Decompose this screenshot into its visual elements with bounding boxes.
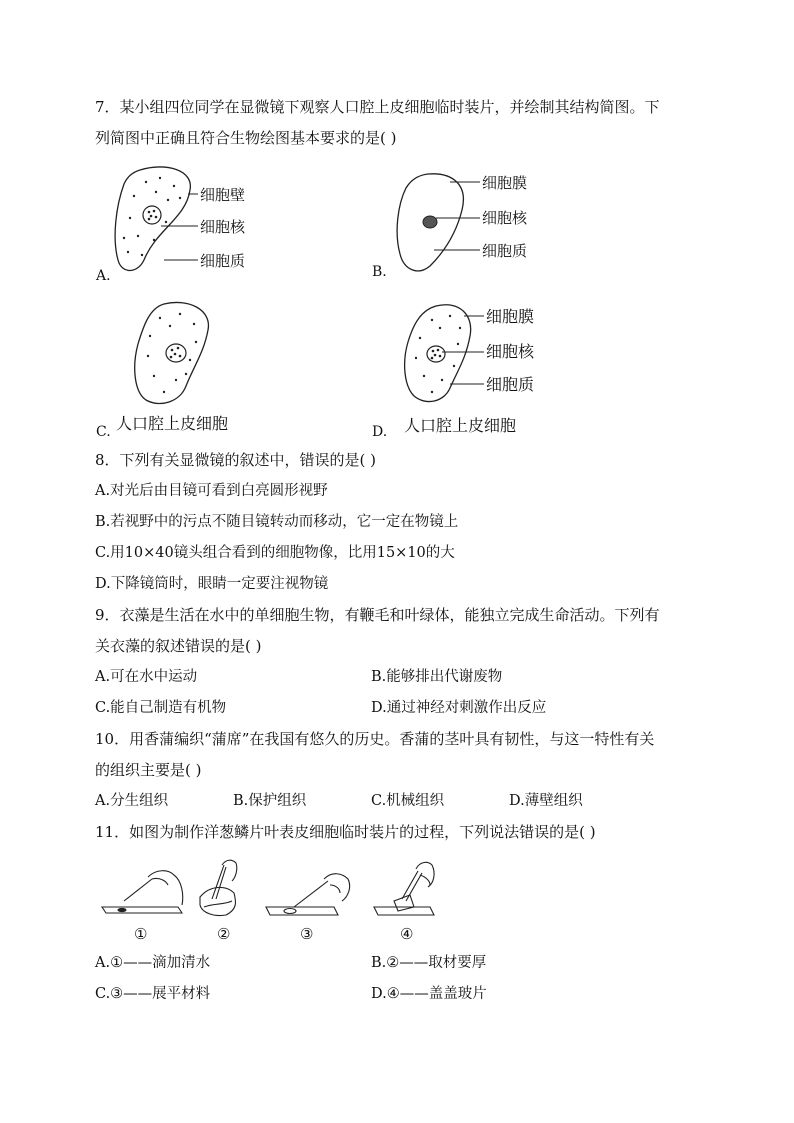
q8-option-a: A.对光后由目镜可看到白亮圆形视野	[95, 483, 328, 499]
q9-option-a: A.可在水中运动	[95, 669, 198, 685]
label-nucleus: 细胞核	[486, 342, 535, 361]
q11-option-a: A.①——滴加清水	[95, 955, 211, 971]
caption-cheek-cell: 人口腔上皮细胞	[116, 414, 229, 433]
q9-stem-line2: 关衣藻的叙述错误的是( )	[95, 637, 262, 655]
q9-stem-line1: 9．衣藻是生活在水中的单细胞生物，有鞭毛和叶绿体，能独立完成生命活动。下列有	[95, 606, 660, 624]
label-cell-membrane: 细胞膜	[486, 307, 535, 326]
q10-option-d: D.薄壁组织	[509, 793, 583, 809]
q10-stem-line1: 10．用香蒲编织“蒲席”在我国有悠久的历史。香蒲的茎叶具有韧性，与这一特性有关	[95, 730, 655, 748]
option-letter-d: D.	[372, 424, 388, 440]
q7-figure-b	[370, 166, 550, 286]
q9-option-c: C.能自己制造有机物	[95, 700, 227, 716]
step-label-1: ①	[134, 925, 148, 943]
step-label-4: ④	[400, 925, 414, 943]
nucleus	[166, 344, 186, 362]
option-letter-b: B.	[372, 264, 387, 280]
q10-option-a: A.分生组织	[95, 793, 169, 809]
q10-option-c: C.机械组织	[371, 793, 445, 809]
q8-stem: 8．下列有关显微镜的叙述中，错误的是( )	[95, 451, 377, 469]
label-nucleus: 细胞核	[200, 218, 246, 236]
option-letter-c: C.	[96, 424, 111, 440]
cell-outline	[135, 302, 209, 403]
step1-dropper-illustration	[102, 871, 183, 913]
option-letter-a: A.	[96, 268, 111, 284]
label-cytoplasm: 细胞质	[486, 375, 535, 394]
step3-needle-illustration	[266, 874, 350, 915]
q7-figure-c	[94, 296, 274, 441]
q7-figure-d	[370, 296, 570, 441]
step-label-2: ②	[217, 925, 231, 943]
q9-option-b: B.能够排出代谢废物	[371, 669, 503, 685]
q8-option-c: C.用10×40镜头组合看到的细胞物像，比用15×10的大	[95, 545, 455, 561]
label-cell-membrane: 细胞膜	[482, 174, 528, 192]
q9-option-d: D.通过神经对刺激作出反应	[371, 700, 547, 716]
caption-cheek-cell: 人口腔上皮细胞	[404, 416, 517, 435]
step4-coverslip-illustration	[374, 862, 434, 915]
cell-outline	[405, 305, 471, 402]
step-label-3: ③	[300, 925, 314, 943]
nucleus	[427, 346, 445, 362]
q7-figure-a	[94, 160, 274, 285]
label-cytoplasm: 细胞质	[200, 252, 246, 270]
q8-option-b: B.若视野中的污点不随目镜转动而移动，它一定在物镜上	[95, 514, 459, 530]
nucleus	[143, 206, 161, 224]
q11-procedure-figure	[98, 855, 458, 945]
q7-stem-line2: 列简图中正确且符合生物绘图基本要求的是( )	[95, 129, 397, 147]
label-cytoplasm: 细胞质	[482, 242, 528, 260]
q11-stem: 11．如图为制作洋葱鳞片叶表皮细胞临时装片的过程，下列说法错误的是( )	[95, 823, 596, 841]
label-cell-wall: 细胞壁	[200, 186, 246, 204]
q11-option-b: B.②——取材要厚	[371, 955, 487, 971]
q11-option-c: C.③——展平材料	[95, 986, 211, 1002]
label-nucleus: 细胞核	[482, 209, 528, 227]
step2-tweezers-illustration	[200, 860, 237, 915]
q11-option-d: D.④——盖盖玻片	[371, 986, 487, 1002]
nucleus	[423, 216, 437, 228]
cell-outline	[115, 167, 190, 271]
q7-stem-line1: 7．某小组四位同学在显微镜下观察人口腔上皮细胞临时装片，并绘制其结构简图。下	[95, 98, 660, 116]
q8-option-d: D.下降镜筒时，眼睛一定要注视物镜	[95, 576, 329, 592]
q10-stem-line2: 的组织主要是( )	[95, 761, 202, 779]
q10-option-b: B.保护组织	[233, 793, 307, 809]
